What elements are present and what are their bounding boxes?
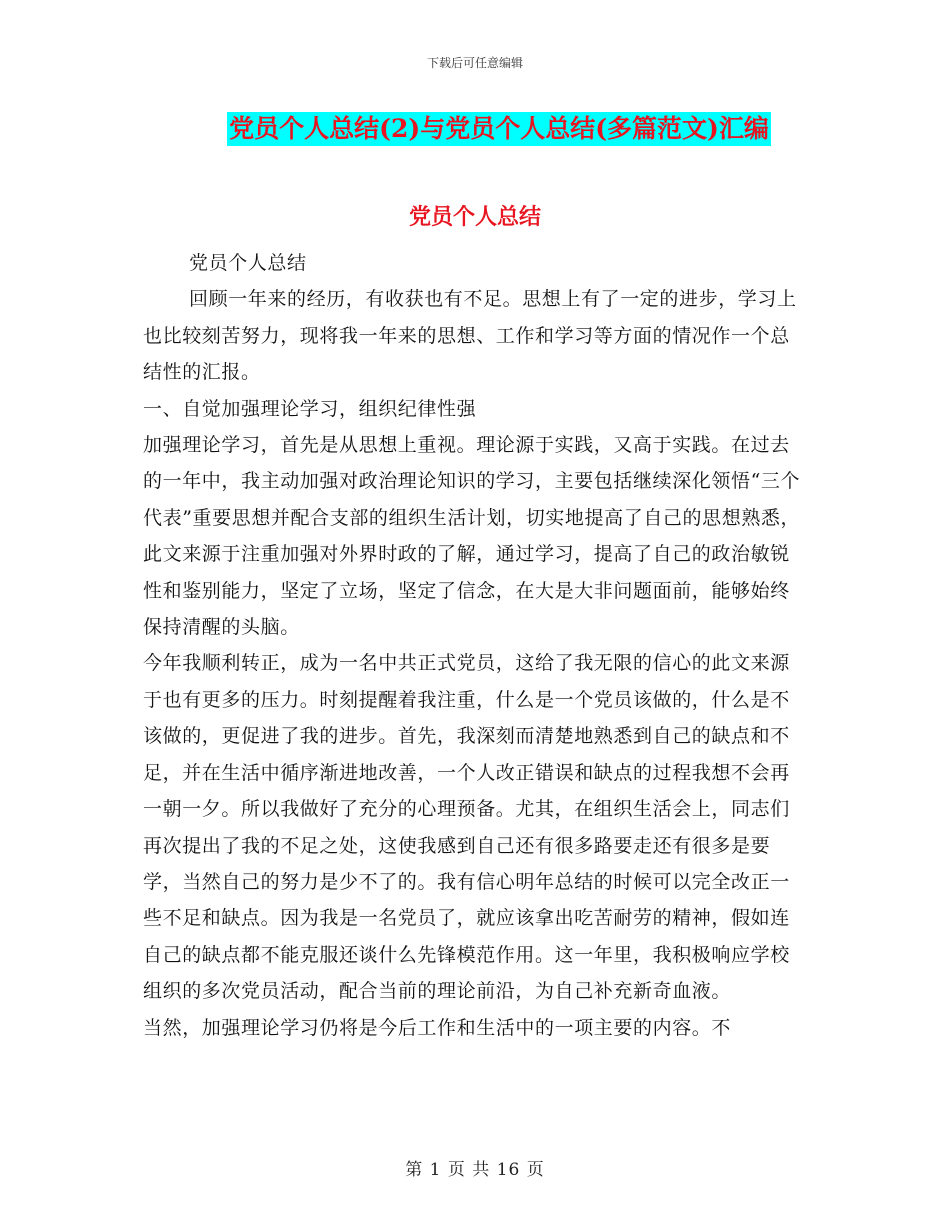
header-note: 下载后可任意编辑 [426, 56, 523, 70]
document-body [143, 245, 803, 1046]
section-heading: 一、自觉加强理论学习，组织纪律性强 [143, 397, 477, 420]
paragraph: 当然，加强理论学习仍将是今后工作和生活中的一项主要的内容。不 [143, 1016, 732, 1039]
paragraph: 回顾一年来的经历，有收获也有不足。思想上有了一定的进步，学习上也比较刻苦努力，现将我一年来的思想、工作和学习等方面的情况作一个总结性的汇报。 [143, 288, 797, 384]
document-title: 党员个人总结(2)与党员个人总结(多篇范文)汇编 [227, 112, 771, 146]
paragraph: 今年我顺利转正，成为一名中共正式党员，这给了我无限的信心的此文来源于也有更多的压力。时刻提醒着我注重，什么是一个党员该做的，什么是不该做的，更促进了我的进步。首先，我深刻而清楚地熟悉到自己的缺点和不足，并在生活中循序渐进地改善，一个人改正错误和缺点的过程我想不会再一朝一夕。所以我做好了充分的心理预备。尤其，在组织生活会上，同志们再次提出了我的不足之处，这使我感到自己还有很多路要走还有很多是要学，当然自己的努力是少不了的。我有信心明年总结的时候可以完全改正一些不足和缺点。因为我是一名党员了，就应该拿出吃苦耐劳的精神，假如连自己的缺点都不能克服还谈什么先锋模范作用。这一年里，我积极响应学校组织的多次党员活动，配合当前的理论前沿，为自己补充新奇血液。 [143, 652, 790, 1003]
page-number-footer: 第 1 页 共 16 页 [405, 1160, 545, 1180]
section-title: 党员个人总结 [408, 204, 541, 230]
document-title-wrapper [0, 112, 950, 146]
paragraph: 党员个人总结 [189, 252, 307, 274]
paragraph: 加强理论学习，首先是从思想上重视。理论源于实践，又高于实践。在过去的一年中，我主动加强对政治理论知识的学习，主要包括继续深化领悟“三个代表”重要思想并配合支部的组织生活计划，切实地提高了自己的思想熟悉，此文来源于注重加强对外界时政的了解，通过学习，提高了自己的政治敏锐性和鉴别能力，坚定了立场，坚定了信念，在大是大非问题面前，能够始终保持清醒的头脑。 [143, 434, 801, 639]
